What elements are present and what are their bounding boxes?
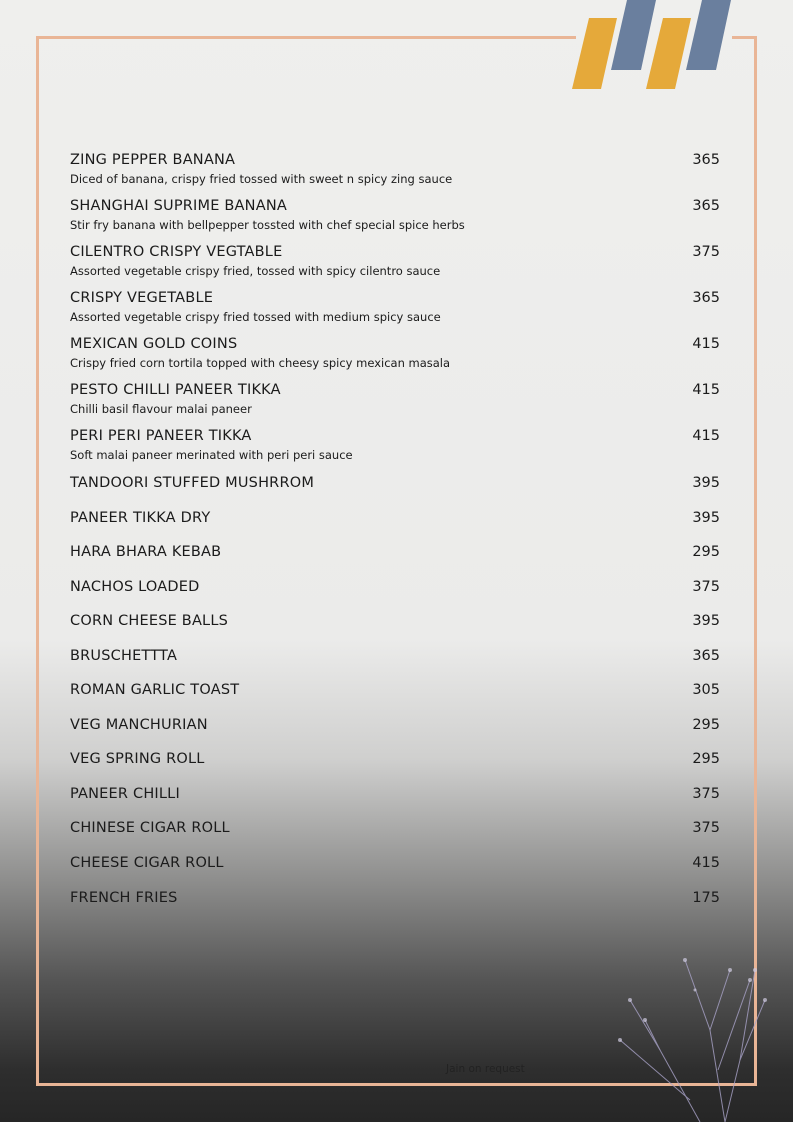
item-name: CILENTRO CRISPY VEGTABLE [70, 244, 283, 260]
item-price: 395 [692, 510, 720, 526]
item-price: 415 [692, 855, 720, 871]
item-name: ROMAN GARLIC TOAST [70, 682, 240, 698]
menu-item [70, 381, 720, 417]
menu-item [70, 197, 720, 233]
menu-item [70, 151, 720, 187]
item-price: 395 [692, 613, 720, 629]
menu-item [70, 243, 720, 279]
item-price: 365 [692, 198, 720, 214]
plant-decoration [590, 940, 790, 1122]
item-name: TANDOORI STUFFED MUSHRROM [70, 475, 315, 491]
item-price: 295 [692, 544, 720, 560]
menu-item [70, 427, 720, 463]
item-description: Chilli basil flavour malai paneer [70, 402, 252, 416]
menu-item [70, 543, 720, 561]
item-price: 295 [692, 751, 720, 767]
item-price: 305 [692, 682, 720, 698]
item-name: FRENCH FRIES [70, 890, 178, 906]
menu-item [70, 612, 720, 630]
item-name: PESTO CHILLI PANEER TIKKA [70, 382, 281, 398]
footer-note: Jain on request [446, 1063, 525, 1075]
item-price: 375 [692, 244, 720, 260]
item-name: PANEER CHILLI [70, 786, 180, 802]
item-name: ZING PEPPER BANANA [70, 152, 236, 168]
item-price: 365 [692, 648, 720, 664]
item-name: CHEESE CIGAR ROLL [70, 855, 224, 871]
item-name: PANEER TIKKA DRY [70, 510, 211, 526]
item-name: NACHOS LOADED [70, 579, 200, 595]
menu-item [70, 289, 720, 325]
menu-item [70, 647, 720, 665]
item-name: CHINESE CIGAR ROLL [70, 820, 230, 836]
item-price: 365 [692, 290, 720, 306]
item-name: CORN CHEESE BALLS [70, 613, 229, 629]
logo-stripes [560, 0, 750, 95]
item-price: 375 [692, 579, 720, 595]
item-description: Stir fry banana with bellpepper tossted with chef special spice herbs [70, 218, 465, 232]
item-name: CRISPY VEGETABLE [70, 290, 214, 306]
menu-item [70, 819, 720, 837]
menu-item [70, 681, 720, 699]
menu-item [70, 474, 720, 492]
item-price: 375 [692, 820, 720, 836]
frame-border-top-left [36, 36, 576, 39]
item-name: HARA BHARA KEBAB [70, 544, 222, 560]
menu-item [70, 509, 720, 527]
menu-item [70, 854, 720, 872]
item-description: Assorted vegetable crispy fried, tossed with spicy cilentro sauce [70, 264, 441, 278]
menu-item [70, 785, 720, 803]
item-description: Soft malai paneer merinated with peri peri sauce [70, 448, 353, 462]
menu-item [70, 335, 720, 371]
item-name: VEG MANCHURIAN [70, 717, 208, 733]
menu-item [70, 750, 720, 768]
item-name: SHANGHAI SUPRIME BANANA [70, 198, 288, 214]
item-price: 415 [692, 382, 720, 398]
item-price: 415 [692, 336, 720, 352]
item-name: PERI PERI PANEER TIKKA [70, 428, 252, 444]
menu-item [70, 716, 720, 734]
item-price: 295 [692, 717, 720, 733]
item-price: 395 [692, 475, 720, 491]
menu-item [70, 889, 720, 907]
item-description: Assorted vegetable crispy fried tossed with medium spicy sauce [70, 310, 441, 324]
item-name: MEXICAN GOLD COINS [70, 336, 238, 352]
item-description: Diced of banana, crispy fried tossed with sweet n spicy zing sauce [70, 172, 453, 186]
item-price: 375 [692, 786, 720, 802]
item-price: 415 [692, 428, 720, 444]
item-price: 175 [692, 890, 720, 906]
item-name: BRUSCHETTTA [70, 648, 178, 664]
menu-item [70, 578, 720, 596]
item-name: VEG SPRING ROLL [70, 751, 205, 767]
item-description: Crispy fried corn tortila topped with cheesy spicy mexican masala [70, 356, 451, 370]
frame-border-left [36, 36, 39, 1086]
frame-border-right [754, 36, 757, 1086]
item-price: 365 [692, 152, 720, 168]
